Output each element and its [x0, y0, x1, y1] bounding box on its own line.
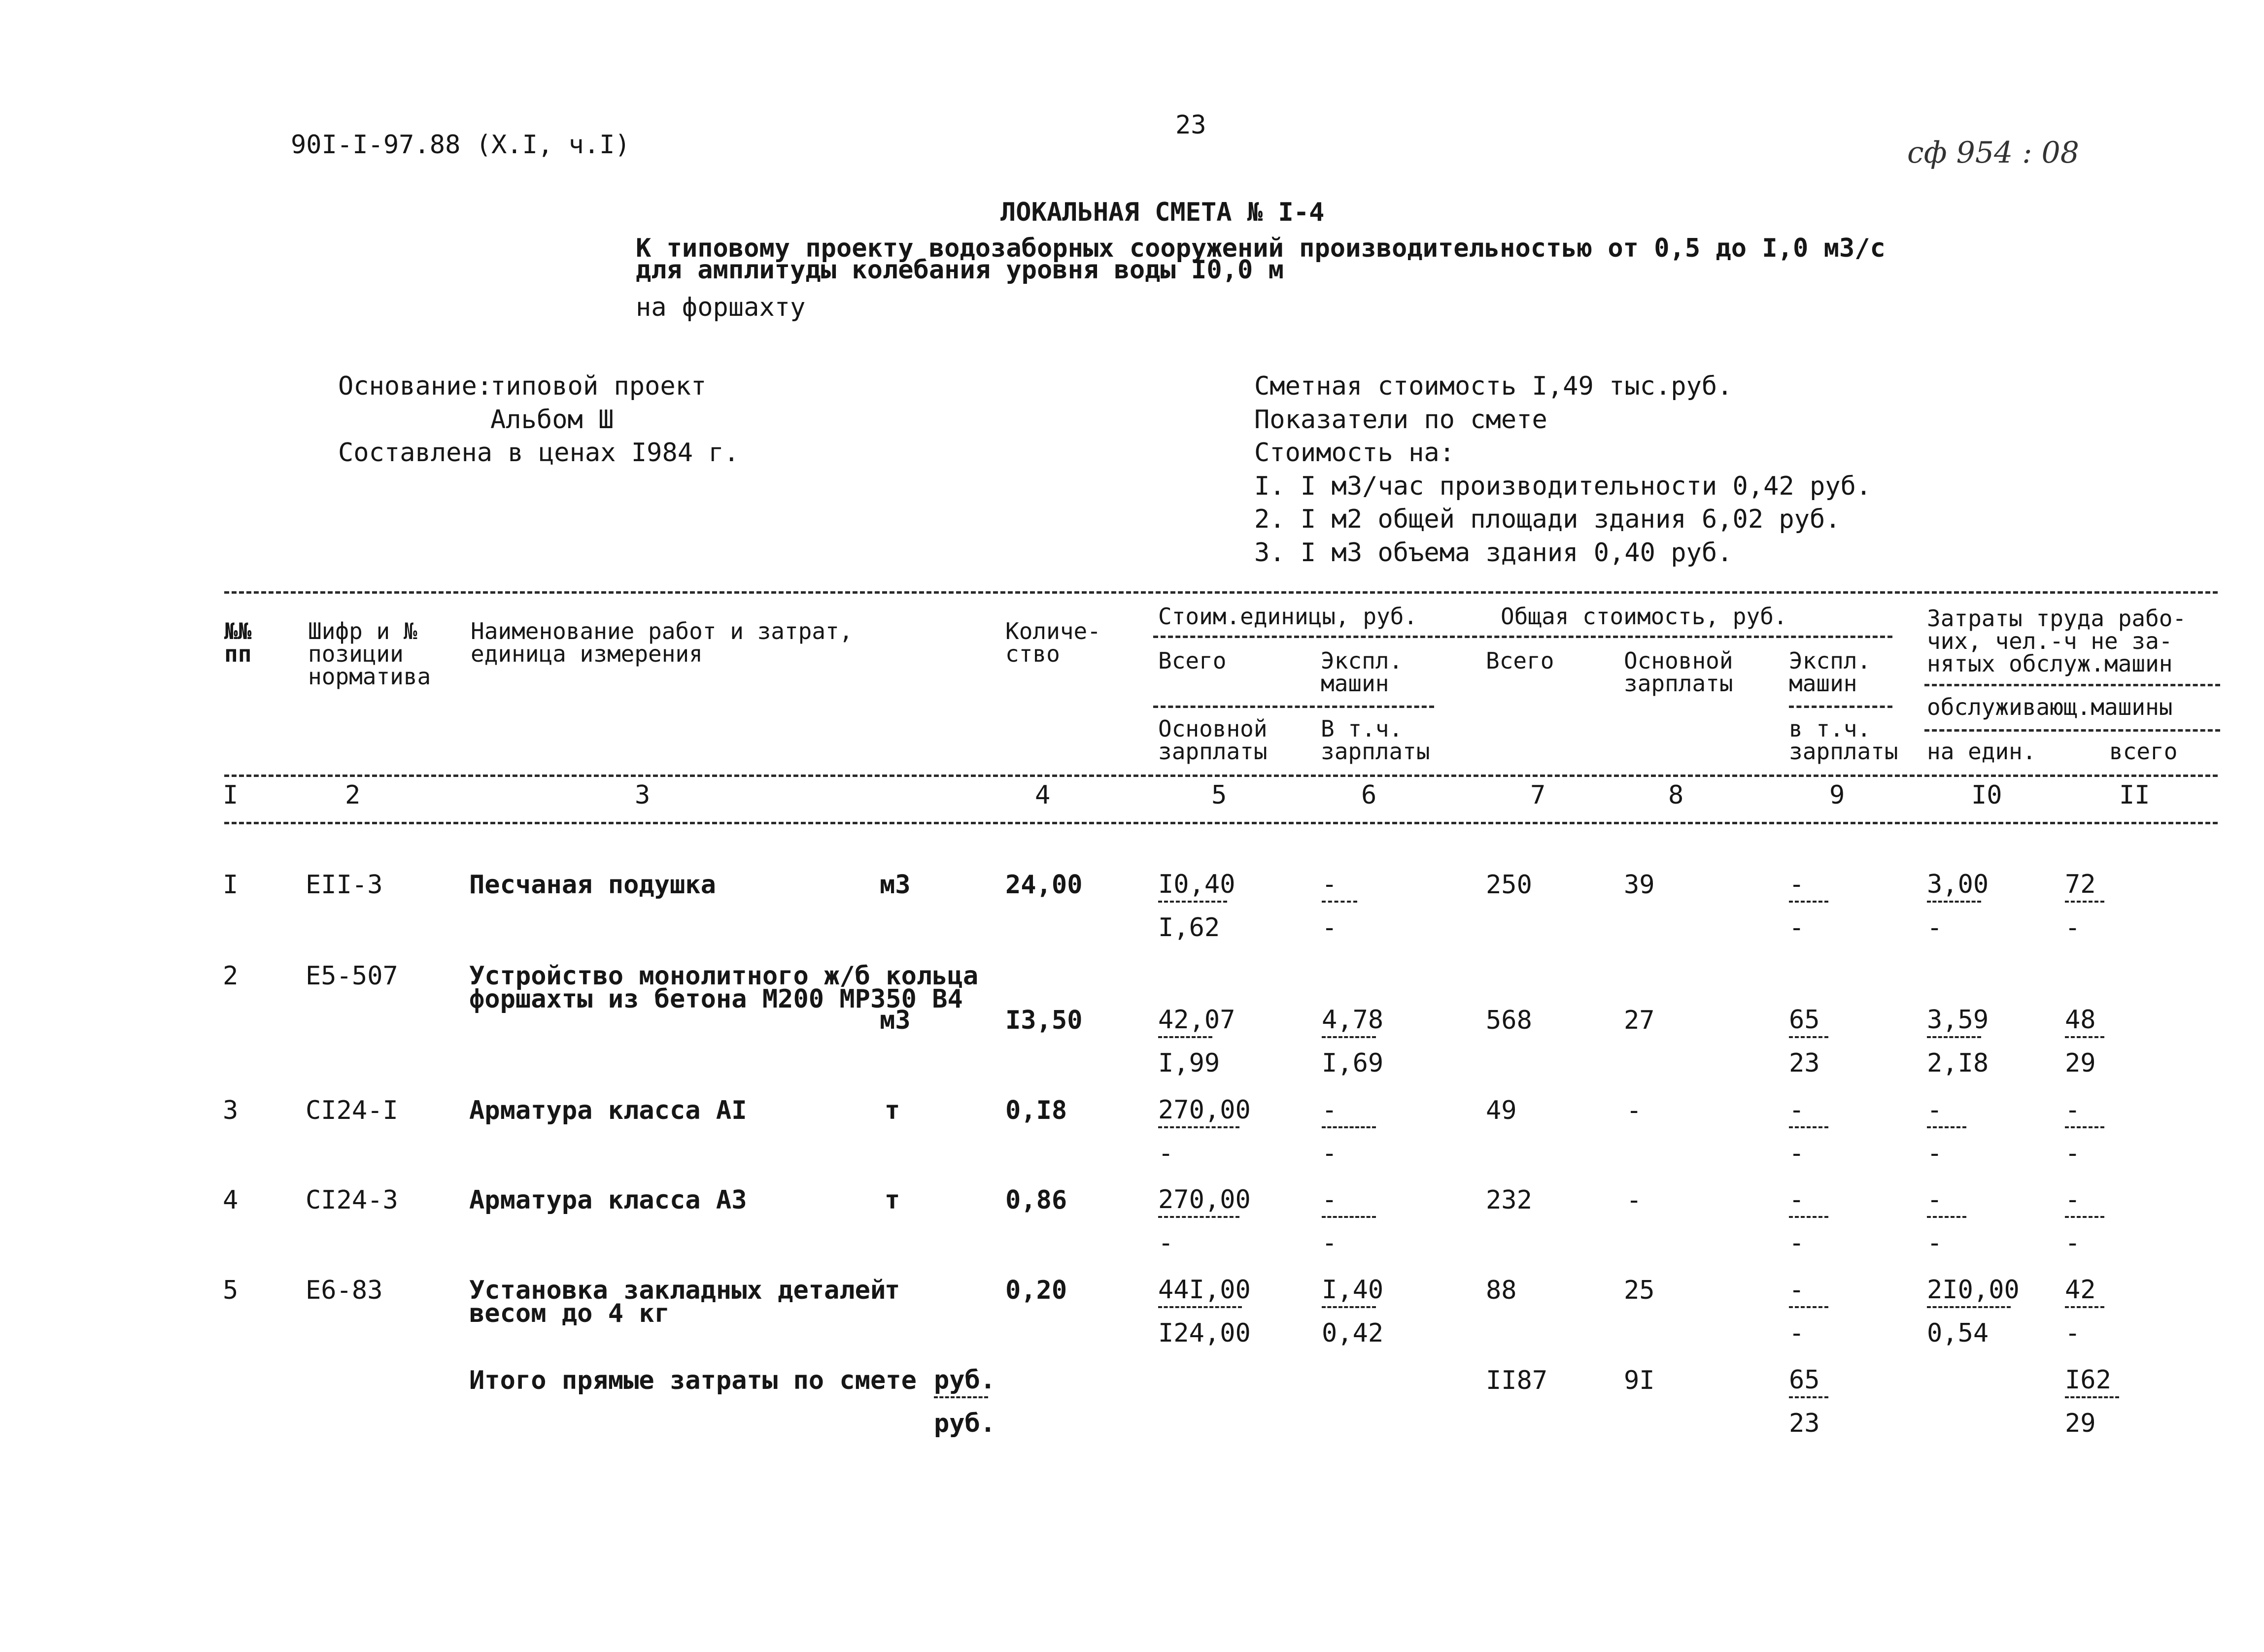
row-name: Арматура класса А3 [469, 1185, 747, 1215]
row-name: Песчаная подушка [469, 870, 716, 900]
header-unit-cost: Стоим.единицы, руб. [1158, 603, 1418, 630]
header-unit-total: Всего [1158, 647, 1227, 674]
header-total-cost: Общая стоимость, руб. [1501, 603, 1787, 630]
total-cost: 49 [1486, 1096, 1517, 1125]
row-code: E6-83 [306, 1276, 383, 1305]
document-code: 90I-I-97.88 (X.I, ч.I) [291, 130, 630, 160]
column-number: 4 [1035, 780, 1051, 810]
basis-prices: Составлена в ценах I984 г. [338, 438, 739, 468]
header-labor: Затраты труда рабо- чих, чел.-ч не за- нятых обслуж.машин [1927, 605, 2187, 677]
header-labor-per-unit: на един. [1927, 738, 2036, 765]
column-number: 5 [1211, 780, 1227, 810]
total-wages: 39 [1624, 870, 1655, 900]
row-unit: т [885, 1276, 900, 1305]
unit-machines-fraction: - - [1322, 1185, 1376, 1257]
labor-total-fraction: - - [2065, 1096, 2104, 1168]
unit-cost-fraction: 44I,00 I24,00 [1158, 1275, 1251, 1348]
header-code: Шифр и № позиции норматива [308, 618, 431, 690]
row-quantity: 0,I8 [1005, 1096, 1067, 1125]
total-wages: 27 [1624, 1006, 1655, 1035]
grand-total-wages: 9I [1624, 1366, 1655, 1395]
header-rule [1924, 684, 2220, 686]
total-machines-fraction: 65 23 [1789, 1006, 1828, 1078]
total-cost: 232 [1486, 1185, 1532, 1215]
header-row-number: №№ пп [224, 618, 252, 667]
indicator-item: I. I м3/час производительности 0,42 руб. [1254, 472, 1872, 501]
row-unit: т [885, 1096, 900, 1125]
unit-machines-fraction: - - [1322, 870, 1357, 942]
row-quantity: 0,20 [1005, 1276, 1067, 1305]
row-name: Арматура класса АI [469, 1096, 747, 1125]
header-labor-total: всего [2109, 738, 2178, 765]
page-number: 23 [1175, 110, 1206, 140]
indicator-item: 3. I м3 объема здания 0,40 руб. [1254, 538, 1733, 568]
labor-total-fraction: 72 - [2065, 870, 2104, 942]
row-number: 4 [223, 1185, 239, 1215]
basis-value-album: Альбом Ш [490, 405, 614, 435]
row-number: 3 [223, 1096, 239, 1125]
total-cost: 88 [1486, 1276, 1517, 1305]
unit-machines-fraction: 4,78 I,69 [1322, 1005, 1384, 1078]
total-wages: - [1626, 1096, 1642, 1125]
basis-label: Основание: [338, 371, 493, 401]
row-quantity: I3,50 [1005, 1006, 1083, 1035]
row-name: форшахты из бетона М200 МР350 В4 [469, 984, 963, 1014]
document-title: ЛОКАЛЬНАЯ СМЕТА № I-4 [1000, 198, 1325, 227]
header-rule [1789, 706, 1892, 708]
archive-stamp: сф 954 : 08 [1907, 135, 2079, 170]
total-wages: 25 [1624, 1276, 1655, 1305]
subtitle-line-3: на форшахту [636, 293, 806, 322]
column-number: 3 [635, 780, 651, 810]
header-total-wages: Основной зарплаты [1624, 647, 1733, 697]
labor-total-fraction: 42 - [2065, 1276, 2104, 1348]
unit-cost-fraction: I0,40 I,62 [1158, 870, 1235, 943]
grand-total-cost: II87 [1486, 1366, 1548, 1395]
column-number: I [223, 780, 239, 810]
indicators-label: Показатели по смете [1254, 405, 1547, 435]
column-number: 9 [1829, 780, 1845, 810]
labor-per-unit-fraction: - - [1927, 1096, 1966, 1168]
column-number: I0 [1971, 780, 2002, 810]
labor-per-unit-fraction: 2I0,00 0,54 [1927, 1275, 2020, 1348]
grand-total-machines-fraction: 65 23 [1789, 1366, 1828, 1438]
header-total-machines: Экспл. машин [1789, 647, 1871, 697]
row-number: I [223, 870, 239, 900]
row-code: EII-3 [306, 870, 383, 900]
row-quantity: 0,86 [1005, 1185, 1067, 1215]
row-code: CI24-I [306, 1096, 398, 1125]
unit-machines-fraction: - - [1322, 1096, 1376, 1168]
row-name: Установка закладных деталей [469, 1276, 886, 1305]
row-name: Устройство монолитного ж/б кольца [469, 961, 979, 991]
table-top-rule [224, 591, 2218, 594]
header-rule [1153, 706, 1434, 708]
total-units-fraction: руб. руб. [934, 1365, 996, 1438]
subtitle-line-1: К типовому проекту водозаборных сооружений производительностью от 0,5 до I,0 м3/с [636, 234, 1886, 263]
total-machines-fraction: - - [1789, 1276, 1828, 1348]
header-unit-machine-wages: В т.ч. зарплаты [1321, 715, 1430, 765]
row-code: CI24-3 [306, 1185, 398, 1215]
unit-cost-fraction: 270,00 - [1158, 1185, 1251, 1258]
column-numbers-bottom-rule [224, 822, 2218, 824]
unit-cost-fraction: 42,07 I,99 [1158, 1005, 1235, 1078]
total-cost: 568 [1486, 1006, 1532, 1035]
header-quantity: Количе- ство [1005, 618, 1101, 667]
row-number: 2 [223, 961, 239, 991]
row-code: E5-507 [306, 961, 398, 991]
subtitle-line-2: для амплитуды колебания уровня воды I0,0 м [636, 255, 1284, 285]
column-number: II [2119, 780, 2150, 810]
labor-total-fraction: 48 29 [2065, 1006, 2104, 1078]
column-numbers-top-rule [224, 775, 2218, 777]
basis-value-project: типовой проект [490, 371, 707, 401]
labor-per-unit-fraction: 3,59 2,I8 [1927, 1005, 1989, 1078]
column-number: 7 [1530, 780, 1546, 810]
indicator-item: 2. I м2 общей площади здания 6,02 руб. [1254, 505, 1841, 534]
header-total-machine-wages: в т.ч. зарплаты [1789, 715, 1898, 765]
total-machines-fraction: - - [1789, 1185, 1828, 1257]
total-machines-fraction: - - [1789, 870, 1828, 942]
estimated-cost: Сметная стоимость I,49 тыс.руб. [1254, 371, 1733, 401]
labor-per-unit-fraction: - - [1927, 1185, 1966, 1257]
header-unit-wages: Основной зарплаты [1158, 715, 1268, 765]
row-quantity: 24,00 [1005, 870, 1083, 900]
total-wages: - [1626, 1185, 1642, 1215]
row-number: 5 [223, 1276, 239, 1305]
column-number: 8 [1668, 780, 1684, 810]
header-rule [1924, 729, 2220, 732]
labor-total-fraction: - - [2065, 1185, 2104, 1257]
column-number: 2 [345, 780, 361, 810]
grand-total-labor-fraction: I62 29 [2065, 1366, 2119, 1438]
total-machines-fraction: - - [1789, 1096, 1828, 1168]
row-unit: т [885, 1185, 900, 1215]
unit-cost-fraction: 270,00 - [1158, 1095, 1251, 1168]
header-unit-machines: Экспл. машин [1321, 647, 1403, 697]
header-labor-machines: обслуживающ.машины [1927, 694, 2173, 720]
labor-per-unit-fraction: 3,00 - [1927, 870, 1989, 943]
total-label: Итого прямые затраты по смете [469, 1366, 917, 1395]
header-rule [1153, 636, 1892, 638]
row-name: весом до 4 кг [469, 1299, 670, 1328]
unit-machines-fraction: I,40 0,42 [1322, 1275, 1384, 1348]
column-number: 6 [1361, 780, 1377, 810]
cost-on-label: Стоимость на: [1254, 438, 1455, 468]
header-work-name: Наименование работ и затрат, единица измерения [471, 618, 853, 667]
row-unit: м3 [880, 1006, 911, 1035]
row-unit: м3 [880, 870, 911, 900]
header-total-all: Всего [1486, 647, 1554, 674]
total-cost: 250 [1486, 870, 1532, 900]
